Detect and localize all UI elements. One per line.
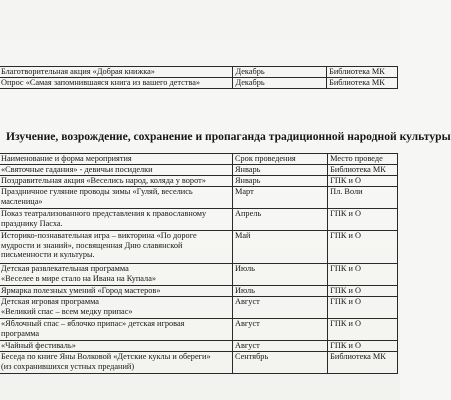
event-date-cell: Август [232, 319, 327, 341]
event-date-cell: Июль [232, 286, 327, 297]
event-place-cell: ГПК и О [328, 209, 398, 231]
event-date-cell: Январь [232, 176, 327, 187]
event-name-line: «Святочные гадания» - девичьи посиделки [1, 165, 153, 174]
event-place-cell: ГПК и О [328, 264, 398, 286]
event-place-cell: ГПК и О [328, 319, 398, 341]
table-row [0, 67, 398, 78]
event-date-cell: Январь [232, 165, 327, 176]
event-place-cell: ГПК и О [328, 286, 398, 297]
event-name-line: «Яблочный спас – яблочко припас» детская игровая [1, 319, 185, 328]
event-place-cell: Библиотека МК [328, 165, 398, 176]
event-name-line: Историко-познавательная игра – викторина «По дороге [1, 231, 197, 240]
table-row [0, 297, 398, 319]
event-place-cell: Библиотека МК [327, 78, 398, 89]
table-row [0, 78, 398, 89]
event-name-line: Детская развлекательная программа [1, 264, 129, 273]
event-date-cell: Сентябрь [232, 352, 327, 374]
event-name-line: масленица» [1, 196, 43, 206]
event-name-line: мудрости и знаний», посвященная Дню славянской [1, 240, 183, 250]
event-name-cell [0, 341, 232, 352]
table-row [0, 341, 398, 352]
event-date-cell: Август [232, 297, 327, 319]
event-name-line: Поздравительная акция «Веселись народ, коляда у ворот» [1, 176, 206, 185]
event-date-cell: Декабрь [233, 67, 327, 78]
event-place-cell: ГПК и О [328, 176, 398, 187]
header-place: Место проведе [328, 154, 398, 165]
event-name-line: «Веселее в мире стало на Ивана на Купала» [1, 273, 157, 283]
event-name-line: Ярмарка полезных умений «Город мастеров» [1, 286, 161, 295]
event-name-cell [0, 286, 232, 297]
event-place-cell: Библиотека МК [328, 352, 398, 374]
event-place-cell: ГПК и О [328, 231, 398, 264]
event-date-cell: Март [232, 187, 327, 209]
event-date-cell: Июль [232, 264, 327, 286]
event-name-line: «Чайный фестиваль» [1, 341, 76, 350]
event-place-cell: Пл. Воли [328, 187, 398, 209]
event-name-line: письменности и культуры. [1, 250, 95, 260]
header-name: Наименование и форма мероприятия [0, 154, 232, 165]
event-name-cell [0, 165, 232, 176]
event-name-line: Показ театрализованного представления к православному [1, 209, 207, 218]
section-title: Изучение, возрождение, сохранение и пропаганда традиционной народной культуры [6, 130, 451, 143]
table-row [0, 187, 398, 209]
event-name-cell [0, 319, 232, 341]
table-row [0, 286, 398, 297]
event-name-line: Беседа по книге Яны Волковой «Детские куклы и обереги» [1, 352, 211, 361]
table-row [0, 209, 398, 231]
event-name-cell: Благотворительная акция «Добрая книжка» [0, 67, 233, 78]
table-header-row [0, 154, 398, 165]
event-name-line: Праздничное гуляние проводы зимы «Гуляй, веселись [1, 187, 193, 196]
header-date: Срок проведения [232, 154, 327, 165]
event-name-cell [0, 176, 232, 187]
event-name-cell [0, 352, 232, 374]
table-row [0, 319, 398, 341]
table-row [0, 231, 398, 264]
event-name-cell [0, 231, 232, 264]
event-name-cell [0, 264, 232, 286]
event-name-line: программа [1, 328, 40, 338]
event-place-cell: Библиотека МК [327, 67, 398, 78]
table-row [0, 264, 398, 286]
event-date-cell: Май [232, 231, 327, 264]
events-table-top [0, 66, 398, 89]
event-name-line: празднику Пасха. [1, 218, 63, 228]
event-name-cell [0, 209, 232, 231]
events-table [0, 153, 398, 374]
table-row [0, 165, 398, 176]
event-place-cell: ГПК и О [328, 341, 398, 352]
event-name-line: «Великий спас – всем медку припас» [1, 306, 133, 316]
event-date-cell: Апрель [232, 209, 327, 231]
table-row [0, 176, 398, 187]
event-name-line: Детская игровая программа [1, 297, 99, 306]
event-name-cell: Опрос «Самая запомнившаяся книга из вашего детства» [0, 78, 233, 89]
event-date-cell: Август [232, 341, 327, 352]
event-name-cell [0, 297, 232, 319]
table-row [0, 352, 398, 374]
event-name-line: (из сохранившихся устных преданий) [1, 361, 135, 371]
event-place-cell: ГПК и О [328, 297, 398, 319]
event-date-cell: Декабрь [233, 78, 327, 89]
event-name-cell [0, 187, 232, 209]
